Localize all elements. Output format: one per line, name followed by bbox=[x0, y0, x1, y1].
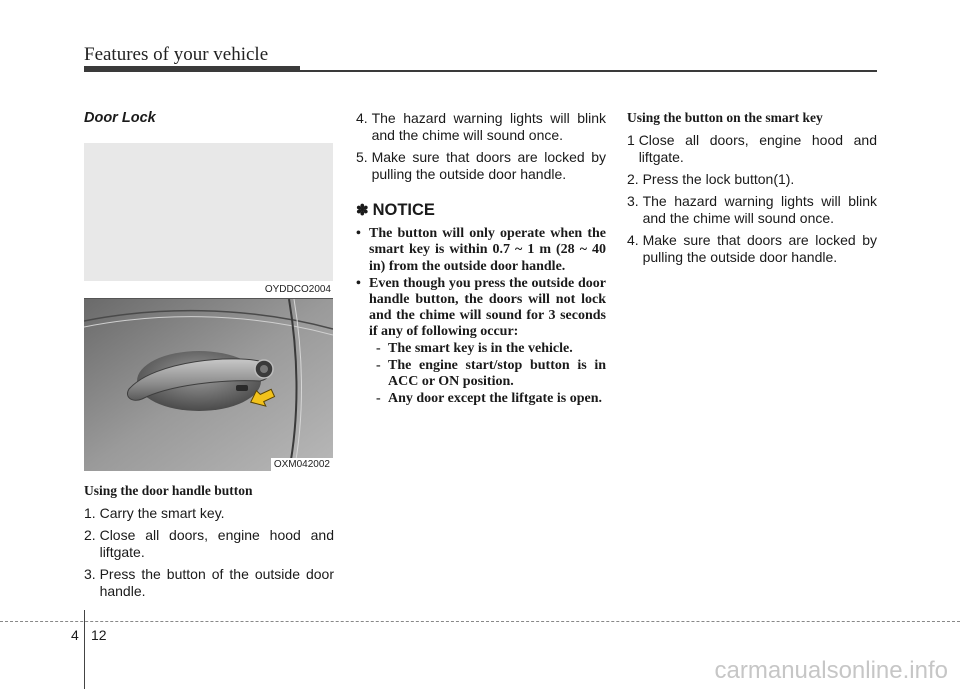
list-item: 2. Close all doors, engine hood and liftgate. bbox=[84, 527, 334, 561]
list-item: - The smart key is in the vehicle. bbox=[376, 340, 573, 356]
list-item: 3. Press the button of the outside door handle. bbox=[84, 566, 334, 600]
bullet-icon: • bbox=[356, 226, 361, 242]
column-2 bbox=[356, 110, 606, 408]
lock-button bbox=[236, 385, 248, 391]
asterisk-icon: ✽ bbox=[356, 202, 369, 220]
page-number: 12 bbox=[91, 627, 107, 643]
list-item: 1 Close all doors, engine hood and liftgate. bbox=[627, 132, 877, 166]
column-3 bbox=[627, 110, 877, 272]
door-handle-photo bbox=[84, 299, 333, 471]
page-header-title: Features of your vehicle bbox=[84, 44, 269, 65]
door-handle-subheading: Using the door handle button bbox=[84, 483, 253, 498]
dash-icon: - bbox=[376, 391, 381, 407]
list-item: 3. The hazard warning lights will blink and the chime will sound once. bbox=[627, 193, 877, 227]
list-item: 5. Make sure that doors are locked by pulling the outside door handle. bbox=[356, 149, 606, 183]
list-item: - Any door except the liftgate is open. bbox=[376, 391, 602, 407]
list-item: 2. Press the lock button(1). bbox=[627, 171, 795, 188]
figure-code-top: OYDDCO2004 bbox=[84, 281, 333, 299]
list-item: • The button will only operate when the smart key is within 0.7 ~ 1 m (28 ~ 40 in) from the outside door handle. bbox=[356, 226, 606, 274]
bullet-icon: • bbox=[356, 275, 361, 291]
notice-heading: ✽ NOTICE bbox=[356, 201, 435, 220]
figure-code-bottom: OXM042002 bbox=[271, 458, 333, 471]
header-rule-thick bbox=[84, 66, 300, 72]
watermark: carmanualsonline.info bbox=[714, 657, 948, 684]
door-handle-figure bbox=[84, 143, 333, 471]
dash-icon: - bbox=[376, 340, 381, 356]
dash-icon: - bbox=[376, 358, 381, 374]
figure-blank-panel bbox=[84, 143, 333, 281]
column-1 bbox=[84, 110, 334, 605]
list-item: • Even though you press the outside door handle button, the doors will not lock and the chime will sound for 3 seconds if any of following occur: bbox=[356, 275, 606, 339]
smart-key-subheading: Using the button on the smart key bbox=[627, 110, 823, 125]
notice-sub-list bbox=[356, 341, 606, 407]
list-item: - The engine start/stop button is in ACC or ON position. bbox=[376, 358, 606, 390]
list-item: 4. The hazard warning lights will blink and the chime will sound once. bbox=[356, 110, 606, 144]
smart-key-steps bbox=[627, 132, 877, 267]
list-item: 4. Make sure that doors are locked by pulling the outside door handle. bbox=[627, 232, 877, 266]
footer-rule bbox=[0, 621, 960, 622]
door-handle-steps bbox=[84, 505, 334, 600]
chapter-number: 4 bbox=[71, 627, 79, 643]
list-item: 1. Carry the smart key. bbox=[84, 505, 225, 521]
door-handle-steps-continued bbox=[356, 110, 606, 183]
section-title: Door Lock bbox=[84, 110, 156, 126]
footer-divider bbox=[84, 610, 85, 689]
notice-list bbox=[356, 226, 606, 340]
header-rule-thin bbox=[300, 70, 877, 72]
